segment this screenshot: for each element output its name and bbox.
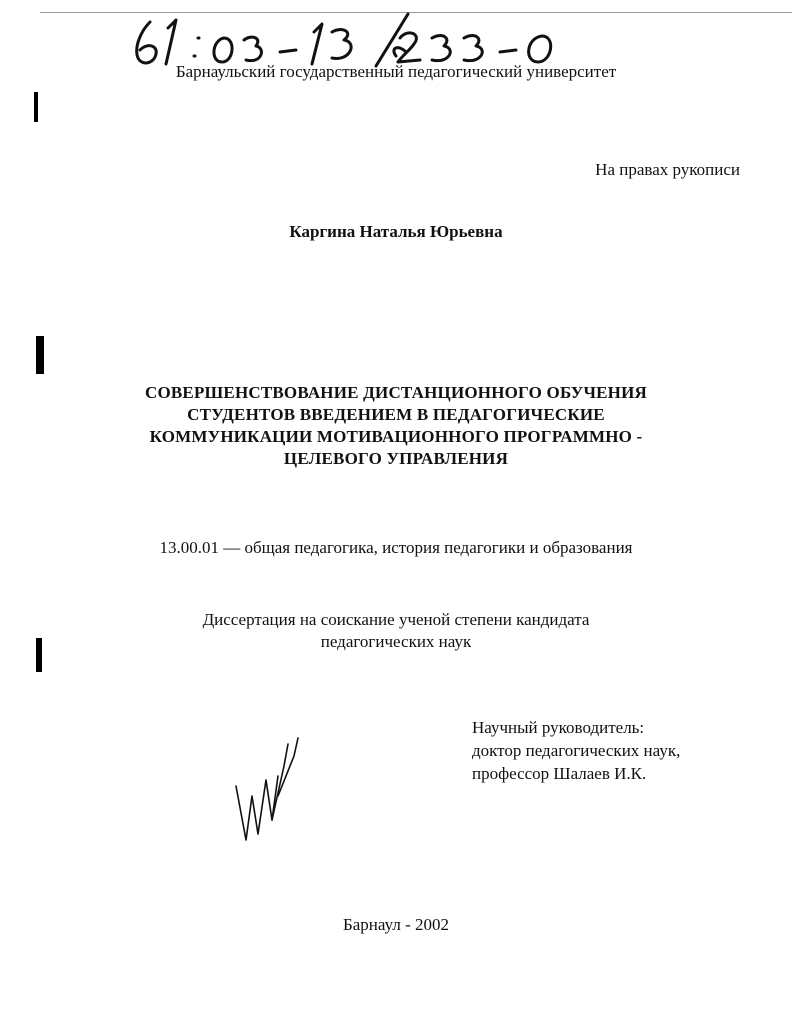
handwritten-catalog-code <box>128 8 588 70</box>
dissertation-title <box>120 382 672 470</box>
supervisor-line: Научный руководитель: <box>472 718 645 737</box>
title-line: ЦЕЛЕВОГО УПРАВЛЕНИЯ <box>283 449 509 468</box>
handwritten-code-drawing <box>128 8 588 70</box>
city-and-year: Барнаул - 2002 <box>343 915 449 934</box>
title-line: КОММУНИКАЦИИ МОТИВАЦИОННОГО ПРОГРАММНО - <box>149 427 643 446</box>
supervisor-line: доктор педагогических наук, <box>472 741 681 760</box>
specialty-code: 13.00.01 — общая педагогика, история педагогики и образования <box>159 538 633 557</box>
signature-drawing <box>228 736 308 856</box>
scientific-supervisor <box>472 716 732 785</box>
author-name: Каргина Наталья Юрьевна <box>289 222 503 241</box>
degree-line: Диссертация на соискание ученой степени кандидата <box>202 610 590 629</box>
degree-statement <box>0 609 792 653</box>
degree-line: педагогических наук <box>320 632 472 651</box>
handwritten-signature <box>228 736 308 856</box>
rights-note: На правах рукописи <box>595 160 740 179</box>
title-line: СТУДЕНТОВ ВВЕДЕНИЕМ В ПЕДАГОГИЧЕСКИЕ <box>187 405 605 424</box>
title-line: СОВЕРШЕНСТВОВАНИЕ ДИСТАНЦИОННОГО ОБУЧЕНИЯ <box>144 383 648 402</box>
scan-mark <box>34 92 38 122</box>
university-name: Барнаульский государственный педагогический университет <box>175 62 617 81</box>
supervisor-line: профессор Шалаев И.К. <box>472 764 647 783</box>
scan-mark <box>36 336 44 374</box>
